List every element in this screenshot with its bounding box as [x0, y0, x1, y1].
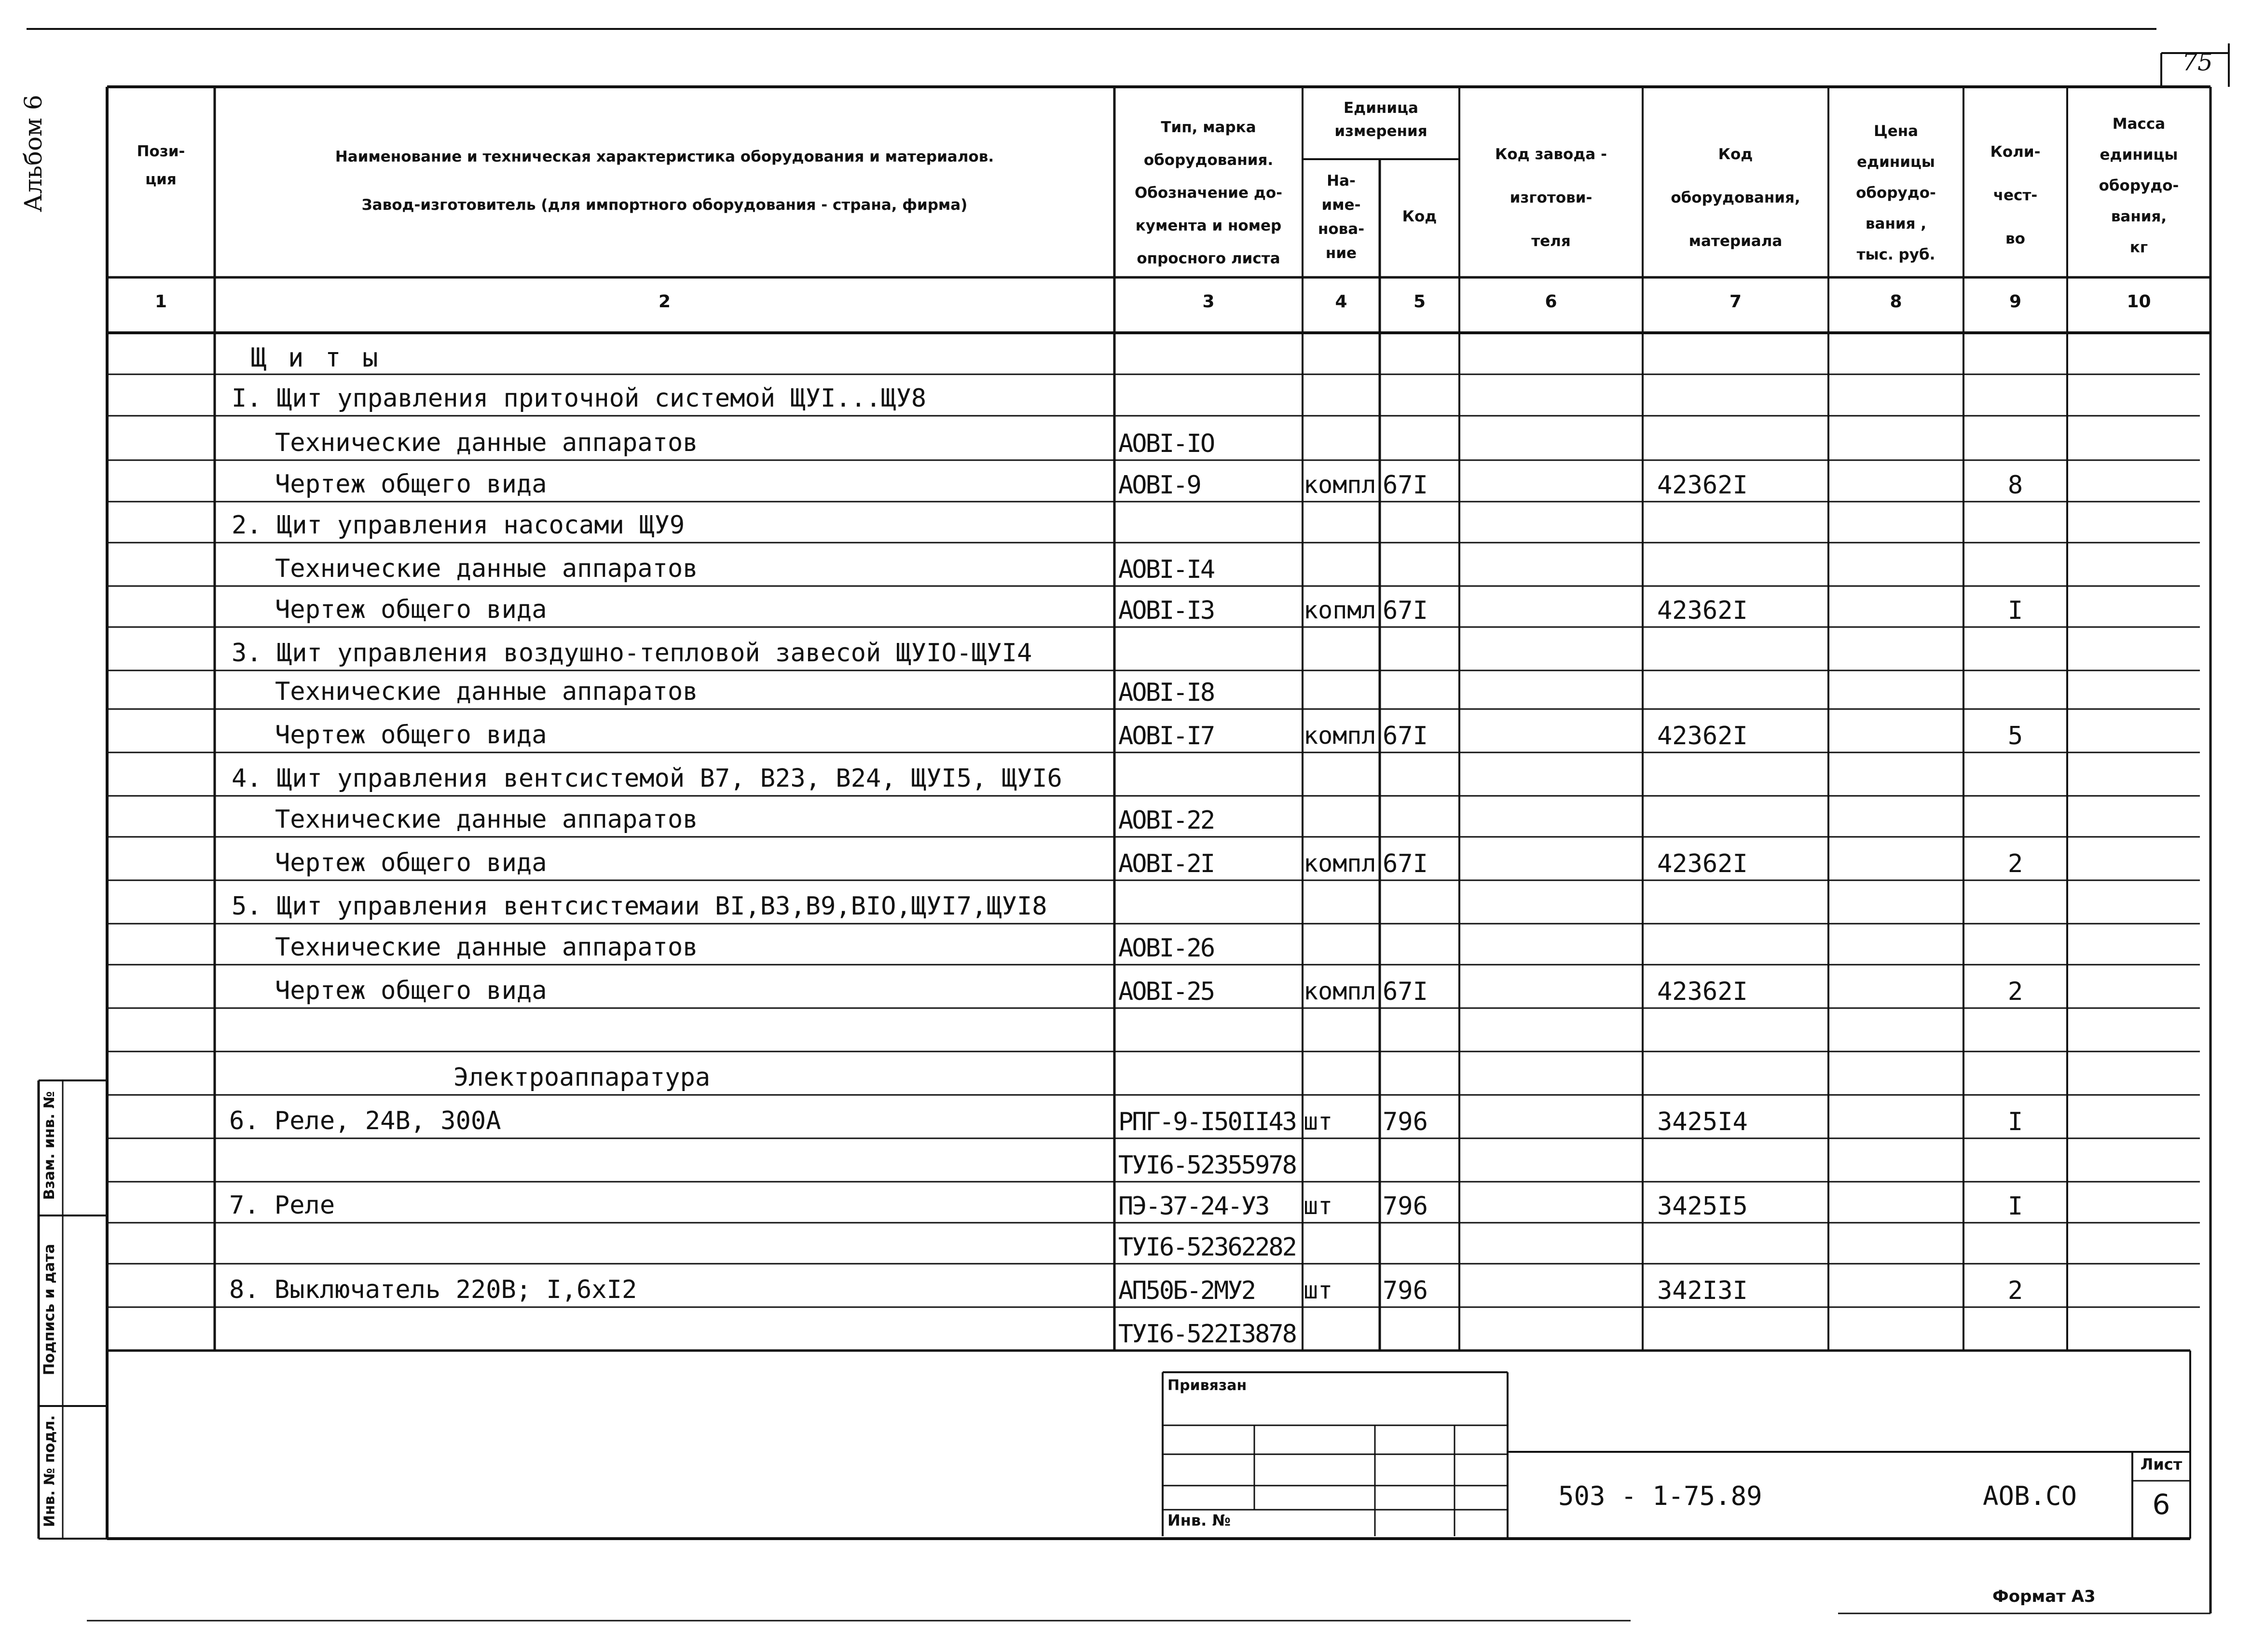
row-11-name: 4. Щит управления вентсистемой В7, В23, В24, ЩУI5, ЩУI6: [232, 764, 1062, 793]
format-label: Формат А3: [1992, 1587, 2096, 1606]
privyazan-label: Привязан: [1167, 1377, 1247, 1394]
header-col7: Код оборудования, материала: [1671, 146, 1800, 250]
row-21-name: 7. Реле: [229, 1191, 335, 1220]
row-13-equip: 42362I: [1657, 849, 1748, 878]
row-19-doc: РПГ-9-I50II43: [1118, 1107, 1296, 1136]
row-15-name: Технические данные аппаратов: [275, 933, 698, 962]
row-13-code: 67I: [1383, 849, 1428, 878]
row-21-qty: I: [2007, 1192, 2023, 1221]
row-13-doc: AOBI-2I: [1118, 849, 1214, 878]
row-19-qty: I: [2007, 1107, 2023, 1136]
row-13-unit: компл: [1304, 849, 1376, 877]
header-col10: Масса единицы оборудо- вания, кг: [2099, 115, 2179, 256]
header-col4: На- име- нова- ние: [1318, 172, 1365, 262]
header-col1: Пози- ция: [137, 143, 185, 188]
colnum-3: 3: [1202, 292, 1215, 312]
row-4-code: 67I: [1383, 471, 1428, 500]
row-21-code: 796: [1383, 1192, 1428, 1221]
row-21-unit: шт: [1304, 1192, 1333, 1220]
row-19-code: 796: [1383, 1107, 1428, 1136]
row-4-unit: компл: [1304, 471, 1376, 499]
header-col6: Код завода - изготови- теля: [1495, 146, 1607, 250]
row-23-qty: 2: [2007, 1276, 2023, 1305]
margin-label-inv: Инв. № подл.: [41, 1415, 58, 1528]
colnum-6: 6: [1545, 292, 1557, 312]
row-16-doc: AOBI-25: [1118, 977, 1214, 1006]
row-16-equip: 42362I: [1657, 977, 1748, 1006]
row-21-equip: 3425I5: [1657, 1192, 1748, 1221]
row-21-doc: ПЭ-37-24-УЗ: [1118, 1192, 1269, 1221]
row-23-unit: шт: [1304, 1276, 1333, 1304]
row-7-code: 67I: [1383, 596, 1428, 625]
sheet-number: 6: [2152, 1488, 2170, 1521]
row-23-code: 796: [1383, 1276, 1428, 1305]
row-7-equip: 42362I: [1657, 596, 1748, 625]
row-4-equip: 42362I: [1657, 471, 1748, 500]
colnum-1: 1: [154, 292, 167, 312]
row-19-unit: шт: [1304, 1107, 1333, 1135]
row-24-doc: ТУI6-522I3878: [1118, 1320, 1296, 1349]
row-10-code: 67I: [1383, 722, 1428, 751]
row-14-name: 5. Щит управления вентсистемаии BI,B3,B9,BIO,ЩУI7,ЩУI8: [232, 892, 1047, 921]
row-7-name: Чертеж общего вида: [275, 595, 547, 624]
row-19-name: 6. Реле, 24В, 300А: [229, 1106, 501, 1135]
header-col5: Код: [1402, 208, 1437, 225]
row-7-doc: AOBI-I3: [1118, 596, 1214, 625]
margin-label-podpis: Подпись и дата: [41, 1243, 58, 1376]
margin-label-vzam: Взам. инв. №: [41, 1091, 58, 1200]
row-10-equip: 42362I: [1657, 722, 1748, 751]
row-10-unit: компл: [1304, 722, 1376, 750]
page-number-top: 75: [2182, 48, 2213, 76]
header-col2: Наименование и техническая характеристика оборудования и материалов. Завод-изготовитель (для импортного оборудования - страна, фирма): [335, 148, 994, 214]
row-16-name: Чертеж общего вида: [275, 976, 547, 1005]
row-9-name: Технические данные аппаратов: [275, 677, 698, 706]
album-label: Альбом 6: [19, 95, 47, 212]
row-10-qty: 5: [2007, 722, 2023, 751]
colnum-4: 4: [1335, 292, 1347, 312]
row-13-qty: 2: [2007, 849, 2023, 878]
row-7-unit: копмл: [1304, 596, 1376, 624]
row-15-doc: AOBI-26: [1118, 934, 1214, 963]
header-col3: Тип, марка оборудования. Обозначение до- кумента и номер опросного листа: [1134, 119, 1283, 267]
row-23-equip: 342I3I: [1657, 1276, 1748, 1305]
row-18-name: Электроаппаратура: [453, 1063, 711, 1092]
row-19-equip: 3425I4: [1657, 1107, 1748, 1136]
project-code: 503 - 1-75.89: [1558, 1481, 1762, 1511]
row-3-name: Технические данные аппаратов: [275, 428, 698, 457]
colnum-7: 7: [1729, 292, 1742, 312]
row-4-doc: AOBI-9: [1118, 471, 1200, 500]
header-col9: Коли- чест- во: [1990, 143, 2041, 247]
row-16-qty: 2: [2007, 977, 2023, 1006]
row-20-doc: ТУI6-52355978: [1118, 1151, 1296, 1180]
row-4-name: Чертеж общего вида: [275, 470, 547, 499]
row-4-qty: 8: [2007, 471, 2023, 500]
colnum-8: 8: [1890, 292, 1902, 312]
row-13-name: Чертеж общего вида: [275, 848, 547, 877]
inv-no-label: Инв. №: [1167, 1511, 1231, 1529]
row-6-doc: AOBI-I4: [1118, 555, 1214, 584]
row-1-name: Щ и т ы: [251, 342, 381, 373]
row-22-doc: ТУI6-52362282: [1118, 1233, 1296, 1262]
colnum-9: 9: [2009, 292, 2022, 312]
colnum-5: 5: [1413, 292, 1426, 312]
row-23-name: 8. Выключатель 220В; I,6xI2: [229, 1275, 637, 1304]
row-2-name: I. Щит управления приточной системой ЩУI...ЩУ8: [232, 384, 927, 413]
colnum-2: 2: [658, 292, 671, 312]
row-23-doc: АП50Б-2МУ2: [1118, 1276, 1255, 1305]
row-9-doc: AOBI-I8: [1118, 678, 1214, 707]
row-16-unit: компл: [1304, 977, 1376, 1005]
row-7-qty: I: [2007, 596, 2023, 625]
row-5-name: 2. Щит управления насосами ЩУ9: [232, 511, 685, 540]
row-6-name: Технические данные аппаратов: [275, 554, 698, 583]
row-3-doc: AOBI-IO: [1118, 429, 1214, 458]
row-12-doc: AOBI-22: [1118, 806, 1214, 835]
sheet-label: Лист: [2140, 1455, 2182, 1474]
header-col8: Цена единицы оборудо- вания , тыс. руб.: [1856, 123, 1936, 263]
row-10-name: Чертеж общего вида: [275, 721, 547, 750]
row-10-doc: AOBI-I7: [1118, 722, 1214, 751]
header-unit-group: Единица измерения: [1334, 99, 1427, 140]
doc-code: AOB.CO: [1983, 1481, 2077, 1511]
colnum-10: 10: [2127, 292, 2151, 312]
row-12-name: Технические данные аппаратов: [275, 805, 698, 834]
row-8-name: 3. Щит управления воздушно-тепловой завесой ЩУIO-ЩУI4: [232, 639, 1032, 668]
row-16-code: 67I: [1383, 977, 1428, 1006]
